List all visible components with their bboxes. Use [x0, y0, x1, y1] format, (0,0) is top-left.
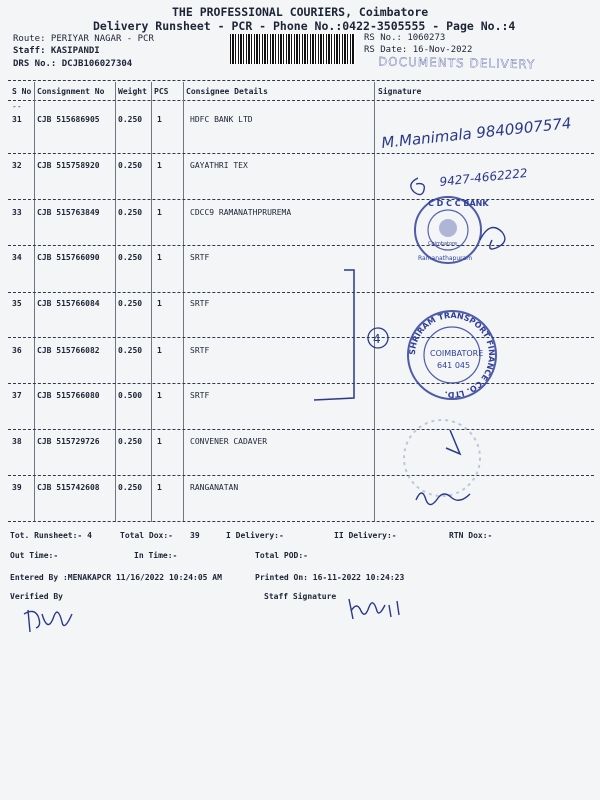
staff-signature: [345, 595, 415, 625]
faint-stamp-impression: [404, 420, 480, 496]
col-sep-3: [151, 82, 152, 522]
col-sep-2: [115, 82, 116, 522]
rs-number: RS No.: 1060273: [364, 33, 446, 43]
i-delivery: I Delivery:-: [226, 531, 284, 540]
row-pcs: 1: [157, 391, 162, 400]
col-sep-1: [34, 82, 35, 522]
signature-scribble-row32: [411, 178, 425, 195]
row-pcs: 1: [157, 299, 162, 308]
shriram-stamp-ring-text: SHRIRAM TRANSPORT FINANCE CO. LTD.: [407, 310, 497, 400]
col-weight: Weight: [118, 87, 147, 96]
row-sno: 31: [12, 115, 22, 124]
row-weight: 0.500: [118, 391, 143, 400]
row-consignment: CJB 515758920: [37, 161, 100, 170]
entered-by: Entered By :MENAKAPCR 11/16/2022 10:24:05 AM: [10, 573, 222, 582]
row-sno: 34: [12, 253, 22, 262]
rs-date: RS Date: 16-Nov-2022: [364, 45, 473, 55]
company-title: THE PROFESSIONAL COURIERS, Coimbatore: [172, 5, 429, 19]
handwritten-signature-row31: M.Manimala 9840907574: [380, 114, 573, 152]
row-pcs: 1: [157, 115, 162, 124]
cdcc-bank-stamp: [415, 197, 505, 263]
ii-delivery: II Delivery:-: [334, 531, 397, 540]
row-consignment: CJB 515766084: [37, 299, 100, 308]
signature-scribble-row39: [416, 493, 470, 505]
runsheet-subtitle: Delivery Runsheet - PCR - Phone No.:0422-3505555 - Page No.:4: [93, 19, 516, 33]
col-signature: Signature: [378, 87, 422, 96]
circled-number: 4: [373, 332, 381, 346]
signature-scribble-row38b: [446, 430, 460, 454]
row-pcs: 1: [157, 483, 162, 492]
in-time: In Time:-: [134, 551, 178, 560]
row-weight: 0.250: [118, 483, 143, 492]
cdcc-stamp-top-text: C D C C BANK: [428, 199, 489, 208]
row-pcs: 1: [157, 437, 162, 446]
staff-label: Staff: KASIPANDI: [13, 46, 100, 56]
header-rule-top: [8, 80, 594, 81]
col-sno: S No: [12, 87, 32, 96]
row-sno: 37: [12, 391, 22, 400]
row-consignee: SRTF: [190, 346, 210, 355]
row-sno: 39: [12, 483, 22, 492]
row-consignee: SRTF: [190, 391, 210, 400]
row-consignee: GAYATHRI TEX: [190, 161, 248, 170]
col-pcs: PCS: [154, 87, 169, 96]
shriram-stamp-pin: 641 045: [437, 361, 471, 370]
row-consignment: CJB 515766080: [37, 391, 100, 400]
row-pcs: 1: [157, 346, 162, 355]
barcode: [230, 34, 355, 64]
verified-by-label: Verified By: [10, 592, 63, 601]
row-consignee: CONVENER CADAVER: [190, 437, 268, 446]
handwritten-phone-row32: 9427-4662222: [438, 165, 529, 189]
row-sno: 32: [12, 161, 22, 170]
row-pcs: 1: [157, 161, 162, 170]
bracket-mark: [314, 270, 354, 400]
cdcc-stamp-city: Coimbatore: [428, 241, 458, 247]
signature-scribble-row33: [480, 228, 505, 250]
row-consignee: SRTF: [190, 253, 210, 262]
row-consignment: CJB 515766090: [37, 253, 100, 262]
continuation-mark: --: [12, 102, 22, 111]
route-label: Route: PERIYAR NAGAR - PCR: [13, 34, 154, 44]
shriram-stamp-city: COIMBATORE: [430, 349, 484, 358]
row-sno: 38: [12, 437, 22, 446]
row-consignee: RANGANATAN: [190, 483, 239, 492]
row-consignment: CJB 515729726: [37, 437, 100, 446]
row-pcs: 1: [157, 208, 162, 217]
row-consignment: CJB 515742608: [37, 483, 100, 492]
row-pcs: 1: [157, 253, 162, 262]
printed-on: Printed On: 16-11-2022 10:24:23: [255, 573, 405, 582]
cdcc-stamp-bottom-text: Ramanathapuram: [418, 255, 473, 262]
total-runsheet: Tot. Runsheet:- 4: [10, 531, 92, 540]
documents-delivery-stamp: DOCUMENTS DELIVERY: [377, 54, 536, 72]
row-weight: 0.250: [118, 346, 143, 355]
row-consignee: SRTF: [190, 299, 210, 308]
row-weight: 0.250: [118, 115, 143, 124]
signatures-layer: [300, 100, 590, 540]
drs-number: DRS No.: DCJB106027304: [13, 59, 133, 69]
out-time: Out Time:-: [10, 551, 59, 560]
shriram-finance-stamp: [408, 311, 496, 399]
row-consignment: CJB 515766082: [37, 346, 100, 355]
col-consignment: Consignment No: [37, 87, 105, 96]
row-weight: 0.250: [118, 208, 143, 217]
row-sno: 35: [12, 299, 22, 308]
staff-signature-label: Staff Signature: [264, 592, 337, 601]
total-dox-value: 39: [190, 531, 200, 540]
rtn-dox: RTN Dox:-: [449, 531, 493, 540]
row-sno: 36: [12, 346, 22, 355]
row-consignment: CJB 515763849: [37, 208, 100, 217]
verifier-signature: [20, 600, 100, 640]
row-weight: 0.250: [118, 253, 143, 262]
col-sep-4: [183, 82, 184, 522]
row-weight: 0.250: [118, 161, 143, 170]
row-weight: 0.250: [118, 299, 143, 308]
row-consignment: CJB 515686905: [37, 115, 100, 124]
col-consignee: Consignee Details: [186, 87, 268, 96]
total-dox-label: Total Dox:-: [120, 531, 173, 540]
row-weight: 0.250: [118, 437, 143, 446]
row-consignee: CDCC9 RAMANATHPRUREMA: [190, 208, 292, 217]
row-consignee: HDFC BANK LTD: [190, 115, 253, 124]
row-sno: 33: [12, 208, 22, 217]
total-pod: Total POD:-: [255, 551, 308, 560]
